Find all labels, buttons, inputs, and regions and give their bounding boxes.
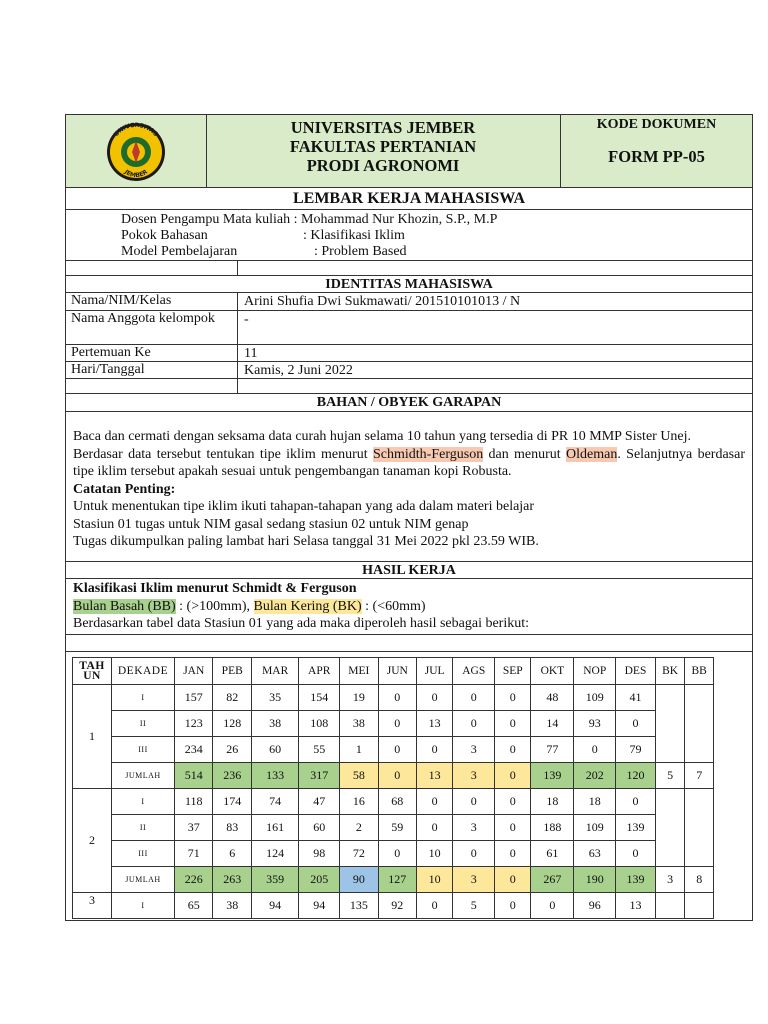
identity-label: Nama Anggota kelompok (66, 311, 238, 344)
rainfall-value: 0 (495, 789, 531, 815)
bb-merged-cell (685, 893, 714, 919)
identity-label: Pertemuan Ke (66, 345, 238, 361)
rainfall-value: 2 (340, 815, 378, 841)
identity-label: Nama/NIM/Kelas (66, 293, 238, 310)
header-month-nop: NOP (574, 658, 616, 685)
catatan-line-2: Stasiun 01 tugas untuk NIM gasal sedang stasiun 02 untuk NIM genap (73, 516, 469, 532)
header-tahun: TAH UN (73, 658, 112, 685)
logo-text-bottom: JEMBER (122, 168, 149, 180)
jumlah-value: 3 (453, 763, 495, 789)
identity-value: Kamis, 2 Juni 2022 (244, 363, 353, 378)
rainfall-value: 48 (531, 685, 574, 711)
rainfall-value: 1 (340, 737, 378, 763)
rainfall-value: 135 (340, 893, 378, 919)
dekade-label: III (112, 737, 175, 763)
model-line (121, 244, 752, 260)
rainfall-value: 128 (213, 711, 251, 737)
bb-count: 7 (685, 763, 714, 789)
header-month-ags: AGS (453, 658, 495, 685)
rainfall-value: 83 (213, 815, 251, 841)
rainfall-value: 0 (378, 711, 416, 737)
identity-row-meeting (65, 345, 753, 362)
table-row (73, 815, 714, 841)
dekade-label: I (112, 685, 175, 711)
rainfall-value: 0 (495, 893, 531, 919)
jumlah-value: 3 (453, 867, 495, 893)
identity-value: Arini Shufia Dwi Sukmawati/ 201510101013 / N (244, 294, 521, 309)
jumlah-row (73, 763, 714, 789)
year-cell: 2 (73, 789, 112, 893)
rainfall-value: 0 (495, 685, 531, 711)
bb-count: 8 (685, 867, 714, 893)
header-bk: BK (655, 658, 685, 685)
identity-value: - (244, 312, 249, 327)
bk-count: 3 (655, 867, 685, 893)
rainfall-value: 5 (453, 893, 495, 919)
jumlah-value: 127 (378, 867, 416, 893)
topic-line (121, 228, 752, 244)
rainfall-value: 0 (453, 841, 495, 867)
catatan-heading: Catatan Penting: (73, 481, 176, 497)
table-header-row (73, 658, 714, 685)
jumlah-value: 13 (417, 763, 453, 789)
hasil-title: HASIL KERJA (65, 562, 753, 579)
rainfall-value: 63 (574, 841, 616, 867)
catatan-line-3: Tugas dikumpulkan paling lambat hari Selasa tanggal 31 Mei 2022 pkl 23.59 WIB. (73, 534, 539, 549)
rainfall-value: 0 (417, 685, 453, 711)
table-row (73, 737, 714, 763)
year-cell: 3 (73, 893, 112, 919)
rainfall-value: 109 (574, 815, 616, 841)
identity-row-members (65, 311, 753, 345)
rainfall-value: 10 (417, 841, 453, 867)
bulan-kering-highlight: Bulan Kering (BK) (253, 598, 362, 614)
rainfall-value: 0 (495, 815, 531, 841)
document-code-block (561, 115, 752, 187)
jumlah-value: 0 (495, 763, 531, 789)
jumlah-value: 139 (531, 763, 574, 789)
university-name: UNIVERSITAS JEMBER (290, 118, 476, 137)
year-cell: 1 (73, 685, 112, 789)
rainfall-value: 72 (340, 841, 378, 867)
dekade-label: II (112, 815, 175, 841)
table-row (73, 789, 714, 815)
rainfall-value: 6 (213, 841, 251, 867)
bulan-basah-highlight: Bulan Basah (BB) (73, 598, 176, 614)
schmidt-ferguson-highlight: Schmidth-Ferguson (373, 446, 484, 462)
model-label: Model Pembelajaran (121, 244, 238, 259)
header-month-mei: MEI (340, 658, 378, 685)
bahan-title: BAHAN / OBYEK GARAPAN (65, 394, 753, 412)
bb-merged-cell (685, 685, 714, 763)
rainfall-value: 0 (378, 737, 416, 763)
rainfall-value: 55 (299, 737, 340, 763)
rainfall-table-body (73, 685, 714, 919)
rainfall-value: 77 (531, 737, 574, 763)
oldeman-highlight: Oldeman (566, 446, 618, 462)
rainfall-value: 59 (378, 815, 416, 841)
jumlah-value: 0 (378, 763, 416, 789)
rainfall-value: 68 (378, 789, 416, 815)
rainfall-value: 0 (574, 737, 616, 763)
jumlah-value: 226 (175, 867, 213, 893)
dekade-label: I (112, 893, 175, 919)
table-row (73, 893, 714, 919)
rainfall-value: 0 (453, 711, 495, 737)
rainfall-value: 93 (574, 711, 616, 737)
lembar-title: LEMBAR KERJA MAHASISWA (65, 188, 753, 210)
rainfall-value: 3 (453, 737, 495, 763)
institution-block (206, 115, 561, 187)
rainfall-value: 94 (299, 893, 340, 919)
jumlah-value: 58 (340, 763, 378, 789)
rainfall-value: 139 (616, 815, 656, 841)
rainfall-value: 0 (616, 789, 656, 815)
bulan-definitions (73, 598, 745, 616)
hasil-body (65, 579, 753, 635)
dekade-label: II (112, 711, 175, 737)
jumlah-value: 263 (213, 867, 251, 893)
rainfall-value: 0 (417, 893, 453, 919)
bk-merged-cell (655, 893, 685, 919)
header-month-okt: OKT (531, 658, 574, 685)
identity-label: Hari/Tanggal (66, 362, 238, 378)
jumlah-label: JUMLAH (112, 867, 175, 893)
table-row (73, 841, 714, 867)
rainfall-value: 37 (175, 815, 213, 841)
jumlah-value: 139 (616, 867, 656, 893)
jumlah-value: 202 (574, 763, 616, 789)
dekade-label: I (112, 789, 175, 815)
rainfall-value: 3 (453, 815, 495, 841)
rainfall-value: 18 (531, 789, 574, 815)
rainfall-value: 71 (175, 841, 213, 867)
rainfall-value: 41 (616, 685, 656, 711)
bahan-text: dan menurut (483, 446, 567, 462)
header-month-mar: MAR (251, 658, 298, 685)
rainfall-value: 124 (251, 841, 298, 867)
rainfall-value: 65 (175, 893, 213, 919)
jumlah-value: 90 (340, 867, 378, 893)
rainfall-value: 0 (417, 737, 453, 763)
rainfall-value: 38 (251, 711, 298, 737)
rainfall-value: 0 (495, 841, 531, 867)
rainfall-value: 26 (213, 737, 251, 763)
jumlah-value: 10 (417, 867, 453, 893)
rainfall-value: 92 (378, 893, 416, 919)
spacer-left (66, 261, 238, 275)
identity-row-name (65, 293, 753, 311)
rainfall-value: 154 (299, 685, 340, 711)
rainfall-value: 108 (299, 711, 340, 737)
rainfall-value: 0 (495, 711, 531, 737)
jumlah-label: JUMLAH (112, 763, 175, 789)
spacer-row (65, 635, 753, 652)
rainfall-value: 0 (378, 685, 416, 711)
rainfall-value: 0 (453, 685, 495, 711)
identity-row-date (65, 362, 753, 379)
rainfall-value: 96 (574, 893, 616, 919)
rainfall-value: 98 (299, 841, 340, 867)
faculty-name: FAKULTAS PERTANIAN (289, 137, 477, 156)
model-value: : Problem Based (314, 244, 407, 259)
bahan-paragraph-1: Baca dan cermati dengan seksama data curah hujan selama 10 tahun yang tersedia di PR 10 MMP Sister Unej. (73, 429, 692, 444)
spacer-right (238, 379, 752, 393)
topic-label: Pokok Bahasan (121, 228, 208, 243)
jumlah-value: 190 (574, 867, 616, 893)
hasil-intro: Berdasarkan tabel data Stasiun 01 yang ada maka diperoleh hasil sebagai berikut: (73, 616, 530, 631)
header-month-peb: PEB (213, 658, 251, 685)
rainfall-value: 157 (175, 685, 213, 711)
rainfall-value: 13 (417, 711, 453, 737)
bahan-text: . Selanjutnya berdasar tipe iklim tersebut apakah sesuai untuk pengembangan tanaman kopi Robusta. (73, 446, 745, 479)
spacer-right (238, 261, 752, 275)
rainfall-value: 0 (417, 789, 453, 815)
jumlah-row (73, 867, 714, 893)
rainfall-value: 38 (340, 711, 378, 737)
rainfall-value: 0 (378, 841, 416, 867)
rainfall-value: 14 (531, 711, 574, 737)
rainfall-value: 35 (251, 685, 298, 711)
header-month-jun: JUN (378, 658, 416, 685)
jumlah-value: 267 (531, 867, 574, 893)
bahan-paragraph-2 (73, 446, 745, 481)
rainfall-value: 82 (213, 685, 251, 711)
logo-text-top: UNIVERSITAS (112, 121, 160, 139)
program-name: PRODI AGRONOMI (306, 156, 460, 175)
spacer-row (65, 261, 753, 276)
spacer-row (65, 379, 753, 394)
bb-definition: : (>100mm), (175, 598, 254, 614)
jumlah-value: 514 (175, 763, 213, 789)
rainfall-value: 0 (531, 893, 574, 919)
bk-count: 5 (655, 763, 685, 789)
rainfall-value: 47 (299, 789, 340, 815)
rainfall-value: 0 (616, 841, 656, 867)
header-month-apr: APR (299, 658, 340, 685)
hasil-subtitle: Klasifikasi Iklim menurut Schmidt & Ferguson (73, 581, 357, 596)
rainfall-value: 0 (495, 737, 531, 763)
rainfall-value: 60 (251, 737, 298, 763)
university-logo-cell (66, 115, 207, 187)
rainfall-value: 19 (340, 685, 378, 711)
jumlah-value: 205 (299, 867, 340, 893)
spacer-left (66, 379, 238, 393)
rainfall-value: 161 (251, 815, 298, 841)
rainfall-value: 123 (175, 711, 213, 737)
table-row (73, 685, 714, 711)
jumlah-value: 0 (495, 867, 531, 893)
rainfall-value: 118 (175, 789, 213, 815)
jumlah-value: 359 (251, 867, 298, 893)
bk-merged-cell (655, 789, 685, 867)
university-logo-icon (66, 115, 206, 187)
jumlah-value: 317 (299, 763, 340, 789)
rainfall-value: 0 (616, 711, 656, 737)
identitas-title: IDENTITAS MAHASISWA (65, 276, 753, 293)
rainfall-value: 38 (213, 893, 251, 919)
rainfall-value: 18 (574, 789, 616, 815)
rainfall-value: 13 (616, 893, 656, 919)
table-row (73, 711, 714, 737)
rainfall-value: 94 (251, 893, 298, 919)
document-code-label: KODE DOKUMEN (596, 117, 717, 132)
rainfall-value: 60 (299, 815, 340, 841)
course-info (65, 210, 753, 261)
header-month-des: DES (616, 658, 656, 685)
rainfall-value: 0 (453, 789, 495, 815)
topic-value: : Klasifikasi Iklim (303, 228, 405, 243)
header-dekade: DEKADE (112, 658, 175, 685)
header-month-jan: JAN (175, 658, 213, 685)
bk-merged-cell (655, 685, 685, 763)
rainfall-value: 79 (616, 737, 656, 763)
rainfall-value: 234 (175, 737, 213, 763)
jumlah-value: 133 (251, 763, 298, 789)
header-month-jul: JUL (417, 658, 453, 685)
document-header (65, 114, 753, 188)
identity-value: 11 (244, 346, 258, 361)
dekade-label: III (112, 841, 175, 867)
jumlah-value: 236 (213, 763, 251, 789)
rainfall-table (72, 657, 714, 919)
bahan-text: Berdasar data tersebut tentukan tipe iklim menurut (73, 446, 373, 462)
lecturer-line: Dosen Pengampu Mata kuliah : Mohammad Nur Khozin, S.P., M.P (121, 212, 498, 227)
bk-definition: : (<60mm) (361, 598, 426, 614)
jumlah-value: 120 (616, 763, 656, 789)
rainfall-value: 0 (417, 815, 453, 841)
rainfall-value: 188 (531, 815, 574, 841)
rainfall-value: 174 (213, 789, 251, 815)
rainfall-value: 61 (531, 841, 574, 867)
rainfall-value: 109 (574, 685, 616, 711)
header-bb: BB (685, 658, 714, 685)
rainfall-value: 74 (251, 789, 298, 815)
bb-merged-cell (685, 789, 714, 867)
bahan-body (65, 412, 753, 562)
form-code: FORM PP-05 (608, 147, 705, 166)
header-month-sep: SEP (495, 658, 531, 685)
rainfall-value: 16 (340, 789, 378, 815)
catatan-line-1: Untuk menentukan tipe iklim ikuti tahapan-tahapan yang ada dalam materi belajar (73, 499, 535, 514)
